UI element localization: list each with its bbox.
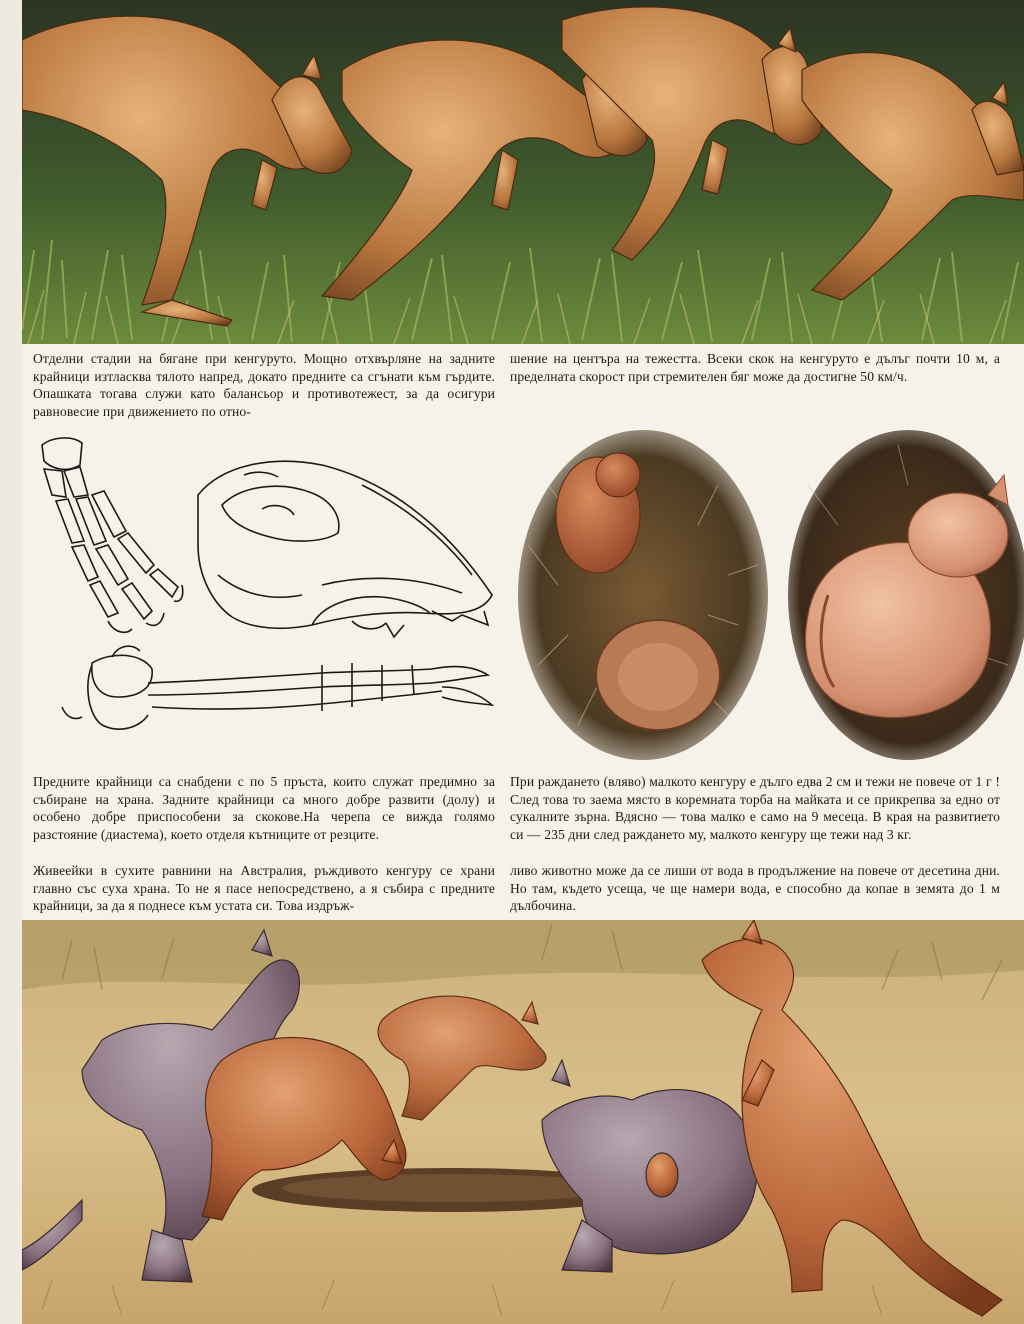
page-gutter — [0, 0, 22, 1324]
caption-running-left: Отделни стадии на бягане при кенгуруто. Мощно отхвърляне на задните крайници изтласква тялото напред, докато предните са сгънати към гърдите. Опашката тогава служи като балансьор и противотежест, за да осигури равновесие при движението по отно- — [33, 351, 495, 419]
skeleton-drawings — [22, 425, 508, 765]
text-habitat-right: ливо животно може да се лиши от вода в продължение на повече от десетина дни. Но там, където усеща, че ще намери вода, е способно да копае в земята до 1 м дълбочина. — [510, 863, 1000, 914]
caption-joey: При раждането (вляво) малкото кенгуру е дълго едва 2 см и тежи не повече от 1 г ! След това то заема място в коремната торба на майката и се прикрепва за едно от сукалните зърна. Вдясно — това малко е само на 9 месеца. В края на развитието си — 235 дни след раждането му, малкото кенгуру ще тежи над 3 кг. — [510, 774, 1000, 842]
joey-illustrations — [518, 425, 1024, 760]
caption-running-right: шение на центъра на тежестта. Всеки скок на кенгуруто е дълъг почти 10 м, а пределната скорост при стремителен бяг може да достигне 50 км/ч. — [510, 351, 1000, 384]
waterhole-kangaroos-illustration — [22, 920, 1024, 1324]
caption-skeleton: Предните крайници са снабдени с по 5 пръста, които служат предимно за събиране на храна. Задните крайници са много добре развити (долу) и особено добре приспособени за скокове.На черепа се вижда голямо разстояние (диастема), което отделя кътниците от резците. — [33, 774, 495, 842]
running-kangaroos-illustration — [22, 0, 1024, 344]
text-habitat-left: Живеейки в сухите равнини на Австралия, ръждивото кенгуру се храни главно със суха храна. То не я пасе непосредствено, а я събира с предните крайници, за да я поднесе към устата си. Това издръж- — [33, 863, 495, 914]
